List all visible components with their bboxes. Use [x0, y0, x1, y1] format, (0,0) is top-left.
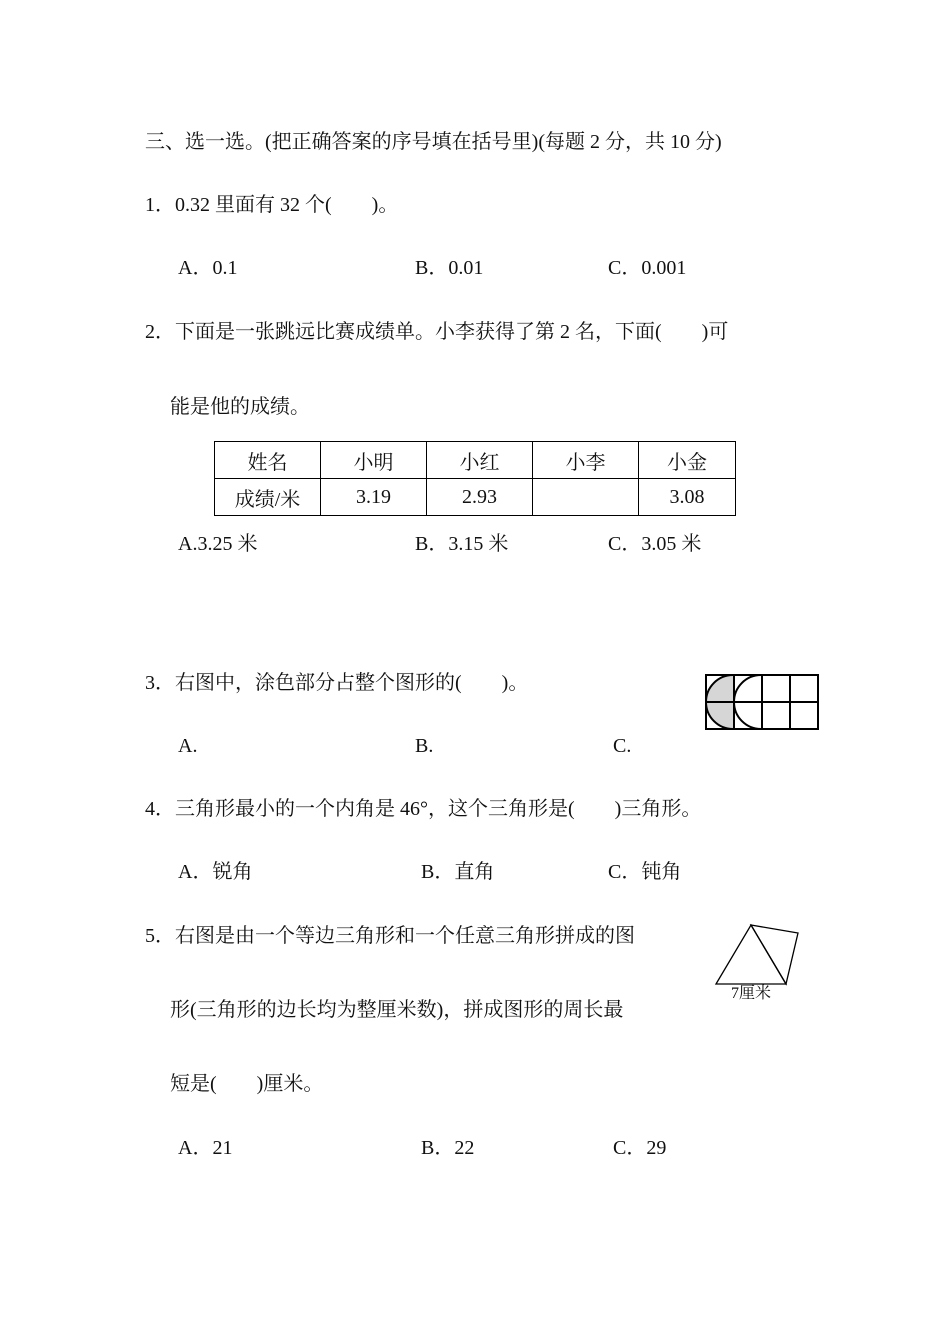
q5-option-c: C．29	[613, 1137, 667, 1159]
question-2-line-1: 2．下面是一张跳远比赛成绩单。小李获得了第 2 名，下面( )可	[145, 321, 729, 343]
table-header-xiaoming: 小明	[321, 442, 427, 479]
q1-option-b: B．0.01	[415, 257, 484, 279]
q2-option-c: C．3.05 米	[608, 533, 702, 555]
q4-option-a: A．锐角	[178, 861, 253, 883]
table-header-xiaojin: 小金	[639, 442, 736, 479]
section-title: 三、选一选。(把正确答案的序号填在括号里)(每题 2 分，共 10 分)	[145, 131, 722, 153]
q4-option-c: C．钝角	[608, 861, 682, 883]
score-table	[214, 441, 736, 516]
question-4-text: 4．三角形最小的一个内角是 46°，这个三角形是( )三角形。	[145, 798, 702, 820]
q3-option-c: C.	[613, 735, 632, 757]
table-header-xiaohong: 小红	[427, 442, 533, 479]
score-table-value-row	[215, 479, 736, 516]
table-cell-xiaoming-score: 3.19	[321, 479, 427, 516]
triangle-figure	[712, 922, 802, 988]
question-1-text: 1．0.32 里面有 32 个( )。	[145, 194, 399, 216]
q1-option-a: A．0.1	[178, 257, 238, 279]
shaded-grid-figure	[704, 674, 820, 730]
q3-option-b: B.	[415, 735, 434, 757]
triangle-side-label: 7厘米	[731, 985, 772, 1002]
question-3-text: 3．右图中，涂色部分占整个图形的( )。	[145, 672, 529, 694]
table-header-xiaoli: 小李	[533, 442, 639, 479]
table-cell-xiaojin-score: 3.08	[639, 479, 736, 516]
q1-option-c: C．0.001	[608, 257, 687, 279]
table-header-name: 姓名	[215, 442, 321, 479]
q4-option-b: B．直角	[421, 861, 495, 883]
arbitrary-triangle	[751, 925, 798, 984]
q5-option-b: B．22	[421, 1137, 475, 1159]
equilateral-triangle	[716, 925, 786, 984]
q2-option-b: B．3.15 米	[415, 533, 509, 555]
question-2-line-2: 能是他的成绩。	[170, 396, 310, 418]
question-5-line-2: 形(三角形的边长均为整厘米数)，拼成图形的周长最	[170, 999, 624, 1021]
q3-option-a: A.	[178, 735, 198, 757]
q5-option-a: A．21	[178, 1137, 233, 1159]
question-5-line-3: 短是( )厘米。	[170, 1073, 324, 1095]
table-cell-xiaohong-score: 2.93	[427, 479, 533, 516]
table-cell-xiaoli-score	[533, 479, 639, 516]
score-table-header-row	[215, 442, 736, 479]
question-5-line-1: 5．右图是由一个等边三角形和一个任意三角形拼成的图	[145, 925, 635, 947]
table-cell-score-label: 成绩/米	[215, 479, 321, 516]
q2-option-a: A.3.25 米	[178, 533, 258, 555]
